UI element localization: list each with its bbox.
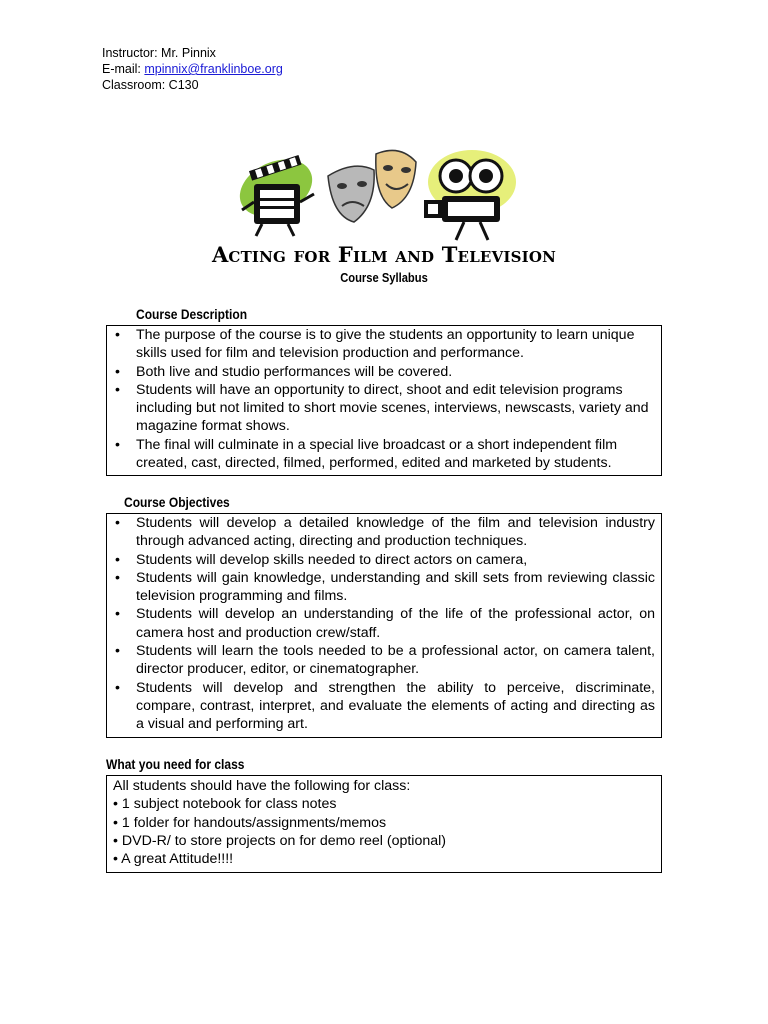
bullet-icon: • xyxy=(115,606,120,623)
description-list xyxy=(107,326,661,472)
email-link[interactable]: mpinnix@franklinboe.org xyxy=(144,62,283,76)
page-subtitle: Course Syllabus xyxy=(340,270,428,285)
bullet-icon: • xyxy=(115,381,120,398)
list-item: • Students will have an opportunity to direct, shoot and edit television programs including but not limited to short movie scenes, interviews, newscasts, variety and magazine format shows. xyxy=(115,381,649,435)
needs-intro: All students should have the following for class: xyxy=(113,778,411,794)
instructor-info xyxy=(102,45,283,93)
film-clipart xyxy=(236,136,526,242)
classroom: Classroom: C130 xyxy=(102,78,199,92)
email-line xyxy=(102,61,283,77)
bullet-icon: • xyxy=(115,679,120,696)
list-item: • Students will learn the tools needed to be a professional actor, on camera talent, director producer, editor, or cinematographer. xyxy=(115,643,655,678)
email-label: E-mail: xyxy=(102,62,145,76)
list-item: • DVD-R/ to store projects on for demo reel (optional) xyxy=(113,832,446,849)
bullet-icon: • xyxy=(115,643,120,660)
movie-camera-icon xyxy=(424,150,516,240)
list-item: • Students will develop an understanding of the life of the professional actor, on camera host and production crew/staff. xyxy=(115,606,655,641)
list-item: • The purpose of the course is to give the students an opportunity to learn unique skills used for film and television production and performance. xyxy=(115,327,635,362)
clapperboard-icon xyxy=(236,148,321,236)
bullet-icon: • xyxy=(115,327,120,343)
list-item: • 1 folder for handouts/assignments/memos xyxy=(113,814,387,831)
page-title: Acting for Film and Television xyxy=(211,242,557,267)
list-item: • Students will develop and strengthen the ability to perceive, discriminate, compare, contrast, interpret, and evaluate the elements of acting and directing as a visual and performing art. xyxy=(115,679,655,733)
class-needs-heading: What you need for class xyxy=(106,756,245,772)
course-objectives-heading: Course Objectives xyxy=(124,494,230,510)
list-item: • Students will gain knowledge, understanding and skill sets from reviewing classic television programming and films. xyxy=(115,569,655,605)
course-objectives-box xyxy=(106,513,662,738)
bullet-icon: • xyxy=(115,515,120,531)
bullet-icon: • xyxy=(115,363,120,380)
theater-masks-icon xyxy=(328,150,416,222)
list-item: • Both live and studio performances will be covered. xyxy=(115,363,453,380)
list-item: • Students will develop a detailed knowledge of the film and television industry through advanced acting, directing and production techniques. xyxy=(115,515,655,550)
list-item: • 1 subject notebook for class notes xyxy=(113,796,337,813)
bullet-icon: • xyxy=(115,569,120,586)
list-item: • A great Attitude!!!! xyxy=(113,851,234,868)
bullet-icon: • xyxy=(115,436,120,453)
bullet-icon: • xyxy=(115,551,120,568)
list-item: • The final will culminate in a special live broadcast or a short independent film created, cast, directed, filmed, performed, edited and marketed by students. xyxy=(115,436,618,472)
course-description-box xyxy=(106,325,662,476)
class-needs-box xyxy=(106,775,662,873)
objectives-list xyxy=(107,514,661,734)
course-description-heading: Course Description xyxy=(136,306,248,322)
list-item: • Students will develop skills needed to direct actors on camera, xyxy=(115,551,528,568)
instructor-name: Instructor: Mr. Pinnix xyxy=(102,46,216,60)
